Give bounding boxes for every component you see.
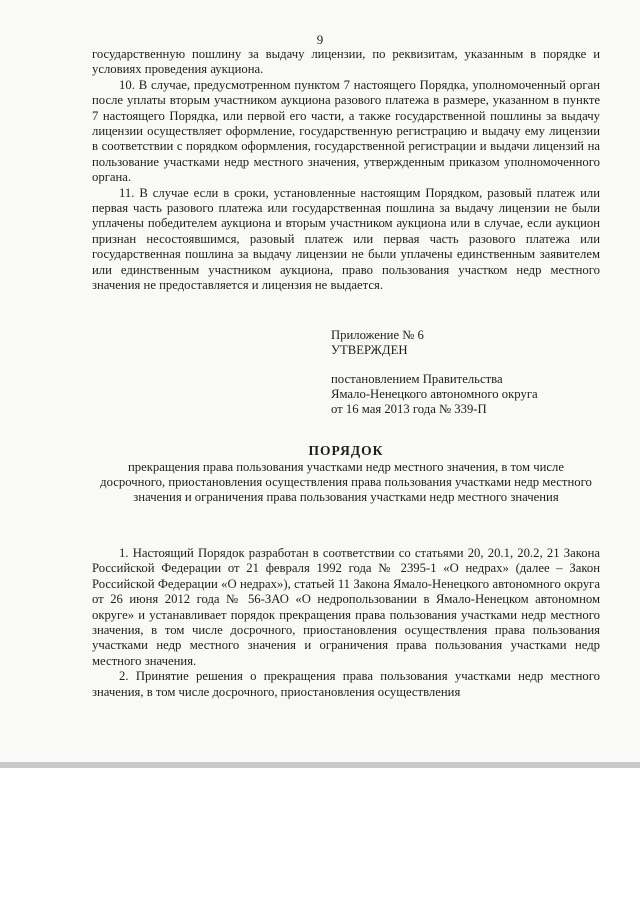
appendix-approved: УТВЕРЖДЕН [331,343,408,358]
paragraph-2: 2. Принятие решения о прекращения права пользования участками недр местного значения, в том числе досрочного, приостановления осуществления [92,669,600,699]
body-text-block [92,546,600,700]
appendix-header [331,328,611,358]
paragraph-continuation: государственную пошлину за выдачу лицензии, по реквизитам, указанным в порядке и условиях проведения аукциона. [92,47,600,77]
paragraph-1: 1. Настоящий Порядок разработан в соответствии со статьями 20, 20.1, 20.2, 21 Закона Российской Федерации от 21 февраля 1992 года № 2395-1 «О недрах» (далее – Закон Российской Федерации «О недрах»), статьей 11 Закона Ямало-Ненецкого автономного округа от 26 июня 2012 года № 56-ЗАО «О недропользовании в Ямало-Ненецком автономном округе» и устанавливает порядок прекращения права пользования участками недр местного значения, в том числе досрочного, приостановления осуществления права пользования участками недр местного значения и ограничения права пользования участками недр местного значения. [92,546,600,668]
paragraph-11: 11. В случае если в сроки, установленные настоящим Порядком, разовый платеж или первая часть разового платежа или государственная пошлина за выдачу лицензии не были уплачены победителем аукциона и вторым участником аукциона или в случае, если аукцион признан несостоявшимся, разовый платеж или первая часть разового платежа или государственная пошлина за выдачу лицензии не были уплачены единственным заявителем или единственным участником аукциона, право пользования участком недр местного значения не предоставляется и лицензия не выдается. [92,185,600,293]
scan-edge [0,762,640,768]
paragraph-10: 10. В случае, предусмотренном пунктом 7 настоящего Порядка, уполномоченный орган после уплаты вторым участником аукциона разового платежа в размере, указанном в пункте 7 настоящего Порядка, или первой его части, а также государственной пошлины за выдачу лицензии осуществляет оформление, государственную регистрацию и выдачу ему лицензии в соответствии с порядком оформления, государственной регистрации и выдачи лицензий на пользование участками недр местного значения, утвержденным приказом уполномоченного органа. [92,77,600,185]
page-number: 9 [316,32,324,47]
document-title: ПОРЯДОК [308,443,384,458]
document-subtitle: прекращения права пользования участками недр местного значения, в том числе досрочного, приостановления осуществления права пользования участками недр местного значения и ограничения права пользования участками недр местного значения [100,460,592,505]
top-text-block [92,47,600,294]
appendix-number: Приложение № 6 [331,328,424,342]
appendix-approval-source [331,372,611,418]
approval-line-2: Ямало-Ненецкого автономного округа [331,387,538,402]
approval-line-3: от 16 мая 2013 года № 339-П [331,402,487,417]
approval-line-1: постановлением Правительства [331,372,503,386]
